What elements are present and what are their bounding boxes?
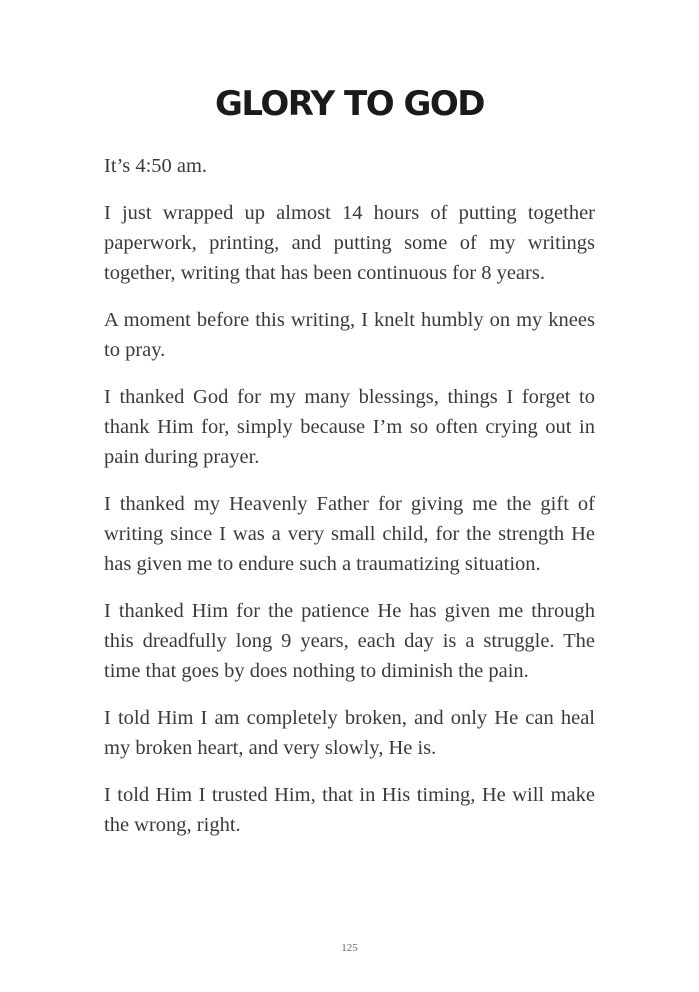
paragraph-2: I just wrapped up almost 14 hours of putting together paperwork, printing, and putting some of my writings together, writing that has been continuous for 8 years. (104, 202, 595, 284)
body-text (104, 151, 595, 857)
paragraph-4: I thanked God for my many blessings, things I forget to thank Him for, simply because I’m so often crying out in pain during prayer. (104, 386, 595, 468)
paragraph-6: I thanked Him for the patience He has given me through this dreadfully long 9 years, each day is a struggle. The time that goes by does nothing to diminish the pain. (104, 600, 595, 682)
paragraph-3: A moment before this writing, I knelt humbly on my knees to pray. (104, 309, 595, 361)
paragraph-8: I told Him I trusted Him, that in His timing, He will make the wrong, right. (104, 784, 595, 836)
paragraph-1: It’s 4:50 am. (104, 155, 208, 177)
paragraph-5: I thanked my Heavenly Father for giving me the gift of writing since I was a very small child, for the strength He has given me to endure such a traumatizing situation. (104, 493, 595, 575)
paragraph-7: I told Him I am completely broken, and only He can heal my broken heart, and very slowly, He is. (104, 707, 595, 759)
chapter-title: GLORY TO GOD (214, 84, 484, 124)
page-number: 125 (341, 942, 358, 954)
